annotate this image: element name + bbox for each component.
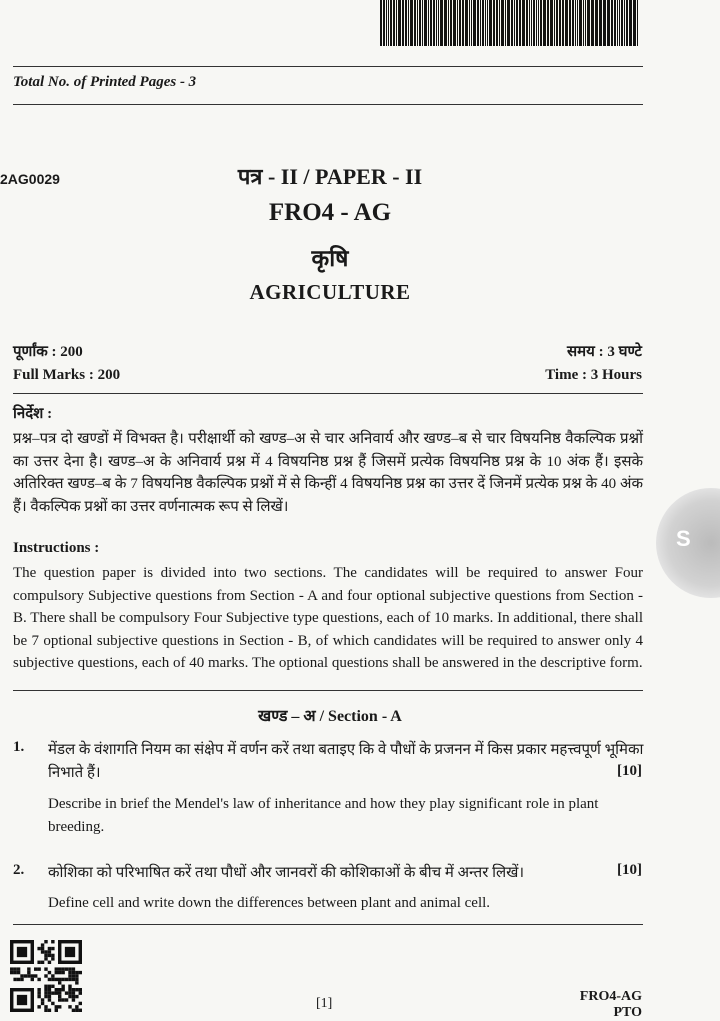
barcode-bar — [482, 0, 484, 46]
instructions-heading-hindi: निर्देश : — [13, 406, 53, 422]
barcode-bar — [614, 0, 616, 46]
barcode-bar — [624, 0, 625, 46]
barcode-bar — [540, 0, 542, 46]
qr-module — [75, 1009, 78, 1012]
qr-module — [48, 954, 51, 957]
time-english: Time : 3 Hours — [545, 367, 642, 383]
qr-module — [65, 967, 68, 970]
barcode-bar — [453, 0, 456, 46]
qr-module — [48, 978, 51, 981]
qr-module — [65, 991, 68, 994]
qr-code — [10, 940, 82, 1012]
qr-module — [55, 978, 58, 981]
qr-module — [58, 978, 61, 981]
qr-module — [34, 967, 37, 970]
barcode-bar — [538, 0, 539, 46]
barcode-bar — [419, 0, 421, 46]
barcode-bar — [621, 0, 623, 46]
barcode-bar — [514, 0, 515, 46]
qr-module — [13, 978, 16, 981]
qr-module — [44, 950, 47, 953]
qr-module — [61, 998, 64, 1001]
qr-module — [48, 961, 51, 964]
qr-module — [75, 1005, 78, 1008]
barcode-bar — [522, 0, 525, 46]
barcode-bar — [393, 0, 395, 46]
qr-module — [48, 995, 51, 998]
meta-rule — [13, 393, 643, 394]
qr-module — [37, 1005, 40, 1008]
barcode-bar — [619, 0, 620, 46]
question-text-english: Define cell and write down the differences between plant and animal cell. — [48, 895, 491, 911]
barcode-bar — [599, 0, 602, 46]
qr-module — [44, 1009, 47, 1012]
barcode-bar — [430, 0, 432, 46]
qr-module — [31, 974, 34, 977]
barcode-bar — [487, 0, 488, 46]
qr-module — [55, 967, 58, 970]
qr-module — [75, 974, 78, 977]
qr-module — [44, 991, 47, 994]
qr-module — [61, 988, 64, 991]
barcode-bar — [554, 0, 555, 46]
barcode-bar — [462, 0, 464, 46]
barcode-bar — [388, 0, 389, 46]
qr-module — [72, 995, 75, 998]
qr-module — [79, 971, 82, 974]
qr-module — [24, 974, 27, 977]
pto-label: PTO — [613, 1005, 642, 1020]
barcode-bar — [383, 0, 385, 46]
barcode-bar — [531, 0, 532, 46]
qr-module — [51, 978, 54, 981]
total-pages: Total No. of Printed Pages - 3 — [13, 74, 197, 90]
qr-module — [75, 988, 78, 991]
qr-module — [65, 978, 68, 981]
qr-module — [68, 974, 71, 977]
barcode-bar — [440, 0, 443, 46]
qr-module — [17, 971, 20, 974]
barcode-bar — [485, 0, 486, 46]
qr-module — [37, 967, 40, 970]
barcode-bar — [459, 0, 461, 46]
barcode-bar — [480, 0, 481, 46]
qr-module — [72, 974, 75, 977]
barcode-bar — [493, 0, 495, 46]
qr-module — [75, 971, 78, 974]
qr-module — [75, 978, 78, 981]
qr-module — [58, 995, 61, 998]
barcode-bar — [405, 0, 407, 46]
qr-module — [65, 998, 68, 1001]
barcode-bar — [386, 0, 387, 46]
paper-title: पत्र - II / PAPER - II — [237, 164, 423, 189]
question-text-english: Describe in brief the Mendel's law of inheritance and how they play significant role in plant breeding. — [48, 796, 599, 835]
qr-module — [55, 988, 58, 991]
qr-module — [31, 978, 34, 981]
qr-module — [68, 988, 71, 991]
barcode-bar — [457, 0, 458, 46]
barcode-bar — [529, 0, 530, 46]
barcode-bar — [380, 0, 382, 46]
barcode-bar — [448, 0, 449, 46]
barcode-bar — [629, 0, 632, 46]
qr-module — [48, 988, 51, 991]
qr-module — [51, 957, 54, 960]
qr-module — [41, 998, 44, 1001]
qr-module — [72, 998, 75, 1001]
barcode-bar — [507, 0, 510, 46]
barcode-bar — [547, 0, 549, 46]
qr-module — [61, 967, 64, 970]
barcode-bar — [414, 0, 416, 46]
qr-module — [44, 985, 47, 988]
qr-module — [13, 967, 16, 970]
qr-module — [68, 971, 71, 974]
barcode-bar — [417, 0, 418, 46]
barcode-bar — [410, 0, 413, 46]
barcode-bar — [536, 0, 537, 46]
qr-module — [17, 995, 27, 1005]
barcode-bar — [511, 0, 513, 46]
qr-module — [48, 950, 51, 953]
qr-module — [68, 985, 71, 988]
barcode-bar — [637, 0, 638, 46]
question-marks: [10] — [617, 862, 642, 878]
qr-module — [51, 947, 54, 950]
qr-module — [51, 974, 54, 977]
qr-module — [51, 991, 54, 994]
header-rule — [13, 104, 643, 105]
instructions-rule — [13, 690, 643, 691]
barcode-bar — [489, 0, 492, 46]
qr-module — [65, 947, 75, 957]
qr-module — [51, 954, 54, 957]
barcode-bar — [396, 0, 397, 46]
qr-module — [51, 940, 54, 943]
question-number: 1. — [13, 739, 25, 755]
page-number: [1] — [316, 996, 333, 1011]
qr-module — [58, 971, 61, 974]
barcode-bar — [433, 0, 435, 46]
subject-english: AGRICULTURE — [249, 280, 411, 304]
qr-module — [48, 998, 51, 1001]
qr-module — [79, 988, 82, 991]
qr-module — [10, 971, 13, 974]
qr-module — [58, 991, 61, 994]
qr-module — [79, 1002, 82, 1005]
qr-module — [61, 985, 64, 988]
barcode-bar — [473, 0, 476, 46]
qr-module — [68, 978, 71, 981]
barcode-bar — [607, 0, 610, 46]
qr-module — [17, 967, 20, 970]
qr-module — [10, 967, 13, 970]
qr-module — [48, 971, 51, 974]
section-a-heading: खण्ड – अ / Section - A — [258, 708, 402, 725]
barcode-bar — [572, 0, 574, 46]
barcode-bar — [579, 0, 582, 46]
barcode-bar — [591, 0, 594, 46]
barcode — [380, 0, 642, 46]
barcode-bar — [501, 0, 504, 46]
top-rule — [13, 66, 643, 67]
subject-code: FRO4 - AG — [268, 199, 392, 226]
barcode-bar — [519, 0, 521, 46]
qr-module — [51, 1002, 54, 1005]
qr-module — [37, 988, 40, 991]
qr-module — [44, 967, 47, 970]
qr-module — [17, 947, 27, 957]
barcode-bar — [436, 0, 437, 46]
qr-module — [55, 1009, 58, 1012]
instructions-body-hindi: प्रश्न–पत्र दो खण्डों में विभक्त है। परीक्षार्थी को खण्ड–अ से चार अनिवार्य और खण्ड–ब से चार विषयनिष्ठ वैकल्पिक प्रश्नों का उत्तर देना है। खण्ड–अ के अनिवार्य प्रश्न में 4 विषयनिष्ठ प्रश्न हैं जिसमें प्रत्येक विषयनिष्ठ प्रश्न के 10 अंक हैं। इसके अतिरिक्त खण्ड–ब के 7 विषयनिष्ठ वैकल्पिक प्रश्नों में से किन्हीं 4 विषयनिष्ठ प्रश्न का उत्तर दें जिनमें प्रत्येक प्रश्न के 40 अंक हैं। वैकल्पिक प्रश्नों का उत्तर वर्णनात्मक रूप से लिखें। — [13, 431, 643, 515]
question-text-hindi: कोशिका को परिभाषित करें तथा पौधों और जानवरों की कोशिकाओं के बीच में अन्तर लिखें। — [48, 865, 525, 881]
question-number: 2. — [13, 862, 25, 878]
qr-module — [37, 991, 40, 994]
question-marks: [10] — [617, 763, 642, 779]
subject-hindi: कृषि — [311, 246, 349, 271]
barcode-bar — [587, 0, 590, 46]
qr-module — [72, 978, 75, 981]
full-marks-english: Full Marks : 200 — [13, 367, 121, 383]
barcode-bar — [559, 0, 561, 46]
barcode-bar — [516, 0, 518, 46]
qr-module — [75, 995, 78, 998]
qr-module — [79, 991, 82, 994]
question-text-hindi: मेंडल के वंशागति नियम का संक्षेप में वर्णन करें तथा बताइए कि वे पौधों के प्रजनन में किस प्रकार महत्त्वपूर्ण भूमिका निभाते हैं। — [48, 742, 644, 781]
barcode-bar — [408, 0, 409, 46]
qr-module — [37, 961, 40, 964]
barcode-bar — [626, 0, 628, 46]
instructions-body-english: The question paper is divided into two sections. The candidates will be required to answer Four compulsory Subjective questions from Section - A and four optional subjective questions from Section - B. There shall be compulsory Four Subjective type questions, each of 10 marks. In additional, there shall be 7 optional subjective questions in Section - B, of which candidates will be required to answer only 4 subjective questions, each of 40 marks. The optional questions shall be answered in the descriptive form. — [13, 565, 643, 671]
barcode-bar — [556, 0, 558, 46]
qr-module — [44, 940, 47, 943]
barcode-bar — [577, 0, 578, 46]
qr-module — [68, 991, 71, 994]
barcode-bar — [585, 0, 586, 46]
qr-module — [27, 971, 30, 974]
barcode-bar — [550, 0, 553, 46]
qr-module — [44, 974, 47, 977]
full-marks-hindi: पूर्णांक : 200 — [13, 344, 83, 360]
barcode-bar — [565, 0, 568, 46]
barcode-bar — [505, 0, 506, 46]
qr-module — [44, 995, 47, 998]
qr-module — [58, 988, 61, 991]
barcode-bar — [526, 0, 528, 46]
barcode-bar — [422, 0, 423, 46]
barcode-bar — [471, 0, 472, 46]
qr-module — [55, 991, 58, 994]
barcode-bar — [583, 0, 584, 46]
barcode-bar — [595, 0, 598, 46]
barcode-bar — [617, 0, 618, 46]
qr-module — [13, 971, 16, 974]
barcode-bar — [496, 0, 498, 46]
qr-module — [58, 967, 61, 970]
qr-module — [48, 1009, 51, 1012]
barcode-bar — [424, 0, 427, 46]
barcode-bar — [603, 0, 606, 46]
qr-module — [44, 954, 47, 957]
barcode-bar — [465, 0, 468, 46]
qr-module — [72, 988, 75, 991]
footer-paper-code: FRO4-AG — [579, 989, 642, 1004]
stamp-letter: S — [676, 526, 691, 551]
qr-module — [72, 971, 75, 974]
qr-module — [17, 978, 20, 981]
barcode-bar — [543, 0, 546, 46]
qr-module — [41, 947, 44, 950]
qr-module — [37, 978, 40, 981]
qr-module — [27, 967, 30, 970]
qr-module — [48, 985, 51, 988]
barcode-bar — [438, 0, 439, 46]
qr-module — [58, 981, 61, 984]
barcode-bar — [499, 0, 500, 46]
qr-module — [79, 1009, 82, 1012]
qr-module — [55, 971, 58, 974]
qr-module — [68, 1005, 71, 1008]
qr-module — [34, 974, 37, 977]
qr-module — [41, 943, 44, 946]
qr-module — [44, 1005, 47, 1008]
barcode-bar — [398, 0, 401, 46]
qr-module — [51, 985, 54, 988]
footer-code — [580, 989, 642, 1021]
qr-module — [48, 947, 51, 950]
qr-module — [72, 991, 75, 994]
barcode-bar — [569, 0, 571, 46]
qr-module — [41, 961, 44, 964]
qr-module — [61, 971, 64, 974]
qr-module — [68, 995, 71, 998]
qr-module — [61, 978, 64, 981]
time-hindi: समय : 3 घण्टे — [567, 344, 642, 360]
barcode-bar — [469, 0, 470, 46]
paper-code: 2AG0029 — [0, 171, 60, 187]
qr-module — [20, 978, 23, 981]
barcode-bar — [533, 0, 535, 46]
barcode-bar — [477, 0, 479, 46]
barcode-bar — [402, 0, 404, 46]
instructions-heading-english: Instructions : — [13, 540, 100, 556]
qr-module — [37, 995, 40, 998]
qr-module — [37, 947, 40, 950]
qr-module — [72, 1009, 75, 1012]
qr-module — [58, 1005, 61, 1008]
footer-rule — [13, 924, 643, 925]
qr-module — [48, 991, 51, 994]
barcode-bar — [450, 0, 452, 46]
qr-module — [20, 974, 23, 977]
qr-module — [44, 988, 47, 991]
qr-module — [41, 950, 44, 953]
barcode-bar — [444, 0, 447, 46]
barcode-bar — [428, 0, 429, 46]
barcode-bar — [611, 0, 613, 46]
qr-module — [75, 981, 78, 984]
barcode-bar — [575, 0, 576, 46]
qr-module — [41, 1002, 44, 1005]
qr-module — [27, 974, 30, 977]
qr-module — [58, 998, 61, 1001]
qr-module — [72, 967, 75, 970]
barcode-bar — [633, 0, 636, 46]
qr-module — [55, 1005, 58, 1008]
qr-module — [68, 967, 71, 970]
barcode-bar — [562, 0, 564, 46]
barcode-bar — [390, 0, 392, 46]
qr-module — [44, 957, 47, 960]
